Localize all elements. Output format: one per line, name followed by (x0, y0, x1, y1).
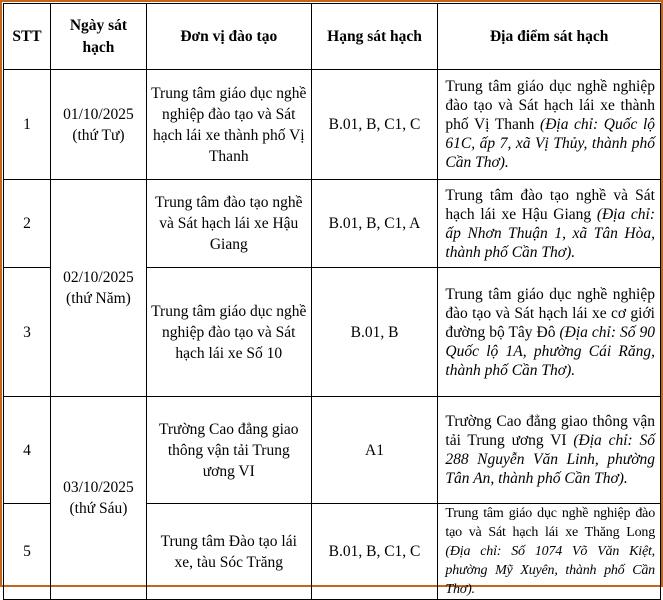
exam-location (438, 70, 661, 180)
exam-location (438, 397, 661, 504)
header-unit: Đơn vị đào tạo (146, 4, 311, 70)
location-name: Trung tâm giáo dục nghề nghiệp đào tạo và Sát hạch lái xe cơ giới đường bộ Tây Đô (445, 285, 655, 341)
exam-date: 02/10/2025 (63, 269, 134, 286)
row-stt: 2 (4, 180, 51, 268)
training-unit: Trung tâm giáo dục nghề nghiệp đào tạo và Sát hạch lái xe Số 10 (146, 268, 311, 397)
table-row (4, 70, 661, 180)
exam-weekday: (thứ Sáu) (69, 500, 128, 517)
training-unit: Trung tâm Đào tạo lái xe, tàu Sóc Trăng (146, 504, 311, 600)
exam-location (438, 504, 661, 600)
training-unit: Trung tâm đào tạo nghề và Sát hạch lái xe Hậu Giang (146, 180, 311, 268)
license-class: B.01, B, C1, C (311, 504, 438, 600)
location-address: (Địa chỉ: Số 1074 Võ Văn Kiệt, phường Mỹ Xuyên, thành phố Cần Thơ). (445, 544, 655, 597)
table-row (4, 180, 661, 268)
exam-location (438, 268, 661, 397)
location-address: (Địa chỉ: Số 90 Quốc lộ 1A, phường Cái Răng, thành phố Cần Thơ). (445, 323, 656, 379)
exam-date-cell (50, 397, 146, 600)
exam-weekday: (thứ Năm) (66, 290, 131, 307)
license-class: B.01, B, C1, C (311, 70, 438, 180)
table-row (4, 397, 661, 504)
location-name: Trung tâm giáo dục nghề nghiệp đào tạo và Sát hạch lái xe thành phố Vị Thanh (445, 78, 655, 133)
exam-date: 01/10/2025 (63, 105, 134, 123)
header-row (4, 4, 661, 70)
exam-date-cell (50, 70, 146, 180)
exam-weekday: (thứ Tư) (72, 126, 125, 144)
location-address: (Địa chỉ: ấp Nhơn Thuận 1, xã Tân Hòa, thành phố Cần Thơ). (445, 205, 656, 261)
header-class: Hạng sát hạch (311, 4, 438, 70)
row-stt: 5 (4, 504, 51, 600)
header-date: Ngày sát hạch (50, 4, 146, 70)
location-name: Trung tâm đào tạo nghề và Sát hạch lái xe Hậu Giang (445, 186, 655, 223)
license-class: A1 (311, 397, 438, 504)
training-unit: Trường Cao đẳng giao thông vận tải Trung ương VI (146, 397, 311, 504)
training-unit: Trung tâm giáo dục nghề nghiệp đào tạo và Sát hạch lái xe thành phố Vị Thanh (146, 70, 311, 180)
header-location: Địa điểm sát hạch (438, 4, 661, 70)
location-address: (Địa chỉ: Số 288 Nguyễn Văn Linh, phường Tân An, thành phố Cần Thơ). (445, 432, 655, 487)
location-name: Trường Cao đẳng giao thông vận tải Trung ương VI (445, 413, 655, 449)
exam-location (438, 180, 661, 268)
exam-schedule-table (3, 3, 661, 600)
row-stt: 1 (4, 70, 51, 180)
exam-date-cell (50, 180, 146, 397)
location-address: (Địa chỉ: Quốc lộ 61C, ấp 7, xã Vị Thủy, thành phố Cần Thơ). (445, 116, 655, 171)
license-class: B.01, B (311, 268, 438, 397)
location-name: Trung tâm giáo dục nghề nghiệp đào tạo và Sát hạch lái xe Thăng Long (445, 506, 655, 540)
row-stt: 4 (4, 397, 51, 504)
row-stt: 3 (4, 268, 51, 397)
license-class: B.01, B, C1, A (311, 180, 438, 268)
exam-date: 03/10/2025 (63, 479, 134, 496)
header-stt: STT (4, 4, 51, 70)
